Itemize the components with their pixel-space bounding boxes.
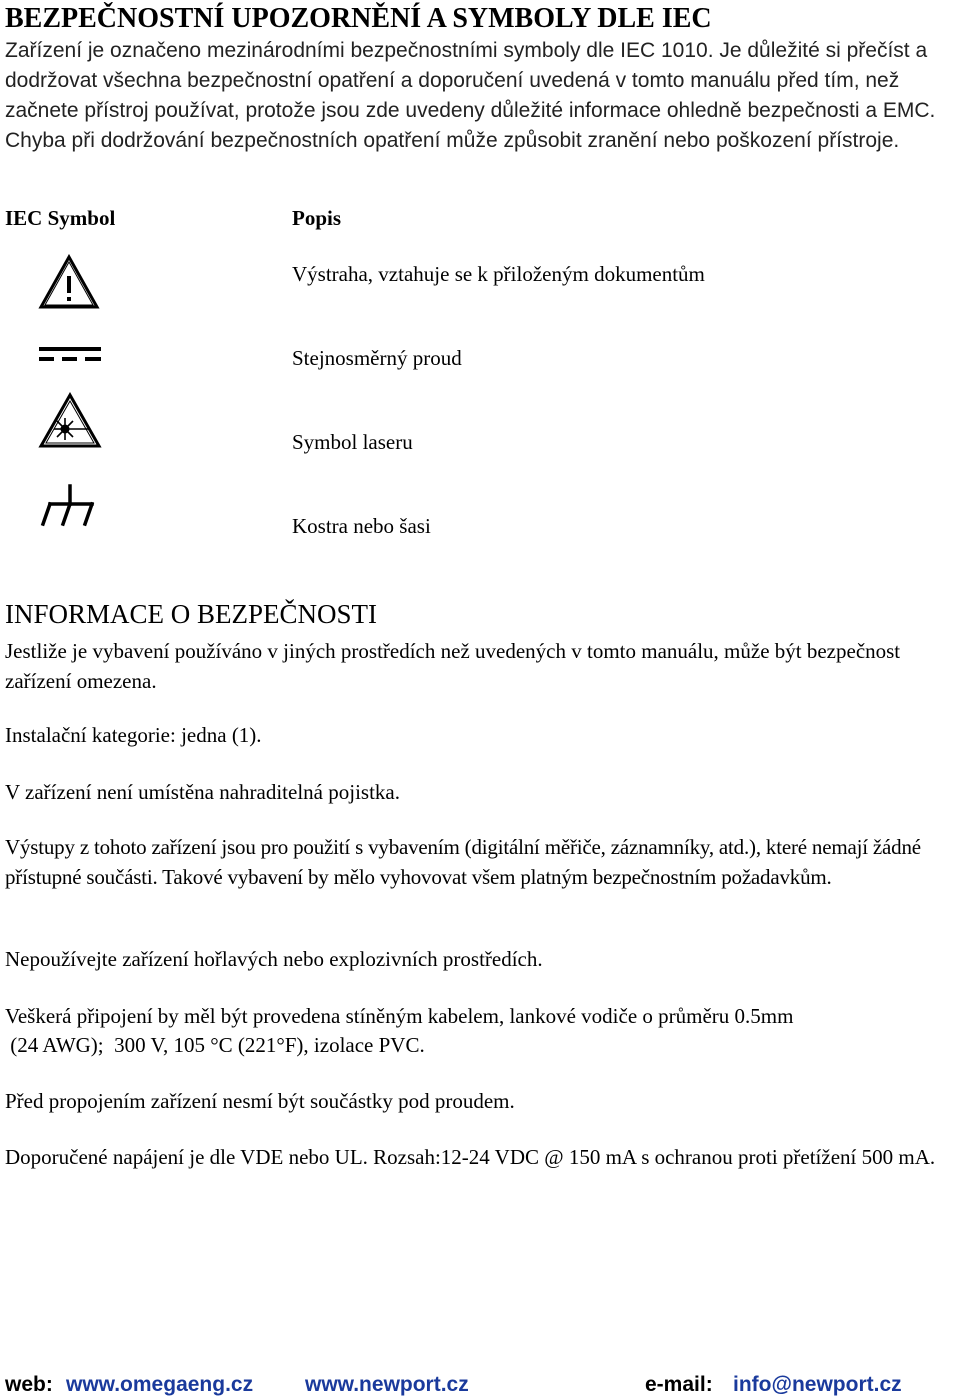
paragraph-cable-spec: (24 AWG); 300 V, 105 °C (221°F), izolace PVC. [5,1033,425,1057]
footer-email-label: e-mail: [645,1373,713,1396]
paragraph-install-category: Instalační kategorie: jedna (1). [5,723,262,747]
symbol-desc-ground: Kostra nebo šasi [292,514,431,538]
paragraph-cable: Veškerá připojení by měl být provedena stíněným kabelem, lankové vodiče o průměru 0.5mm [5,1004,794,1028]
page-footer [5,1372,960,1398]
intro-paragraph: Zařízení je označeno mezinárodními bezpečnostními symboly dle IEC 1010. Je důležité si přečíst a dodržovat všechna bezpečnostní opatření a doporučení uvedená v tomto manuálu před tím, než začnete přístroj používat, protože jsou zde uvedeny důležité informace ohledně bezpečnosti a EMC. Chyba při dodržování bezpečnostních opatření může způsobit zranění nebo poškození přístroje. [5,39,936,152]
laser-icon [38,392,102,455]
page-title: BEZPEČNOSTNÍ UPOZORNĚNÍ A SYMBOLY DLE IEC [5,3,712,34]
footer-link-omegaeng[interactable]: www.omegaeng.cz [66,1373,254,1396]
paragraph-flammable: Nepoužívejte zařízení hořlavých nebo explozivních prostředích. [5,947,543,971]
column-header-description: Popis [292,206,342,230]
paragraph-power-supply: Doporučené napájení je dle VDE nebo UL. Rozsah:12-24 VDC @ 150 mA s ochranou proti přetížení 500 mA. [5,1145,936,1169]
direct-current-icon [38,344,102,369]
symbol-desc-warning: Výstraha, vztahuje se k přiloženým dokumentům [292,262,705,286]
section-heading: INFORMACE O BEZPEČNOSTI [5,599,378,629]
paragraph-power-off: Před propojením zařízení nesmí být součástky pod proudem. [5,1089,515,1113]
footer-link-newport[interactable]: www.newport.cz [305,1373,469,1396]
paragraph-fuse: V zařízení není umístěna nahraditelná pojistka. [5,780,400,804]
symbol-desc-laser: Symbol laseru [292,430,413,454]
symbol-desc-dc: Stejnosměrný proud [292,346,462,370]
column-header-symbol: IEC Symbol [5,206,116,230]
chassis-ground-icon [38,484,100,535]
footer-email-link[interactable]: info@newport.cz [733,1373,902,1396]
paragraph-environment: Jestliže je vybavení používáno v jiných prostředích než uvedených v tomto manuálu, může být bezpečnost zařízení omezena. [5,639,901,693]
paragraph-outputs: Výstupy z tohoto zařízení jsou pro použití s vybavením (digitální měřiče, záznamníky, atd.), které nemají žádné přístupné součásti. Takové vybavení by mělo vyhovovat všem platným bezpečnostním požadavkům. [5,835,921,889]
footer-web-label: web: [5,1373,53,1396]
warning-triangle-icon [38,254,100,315]
